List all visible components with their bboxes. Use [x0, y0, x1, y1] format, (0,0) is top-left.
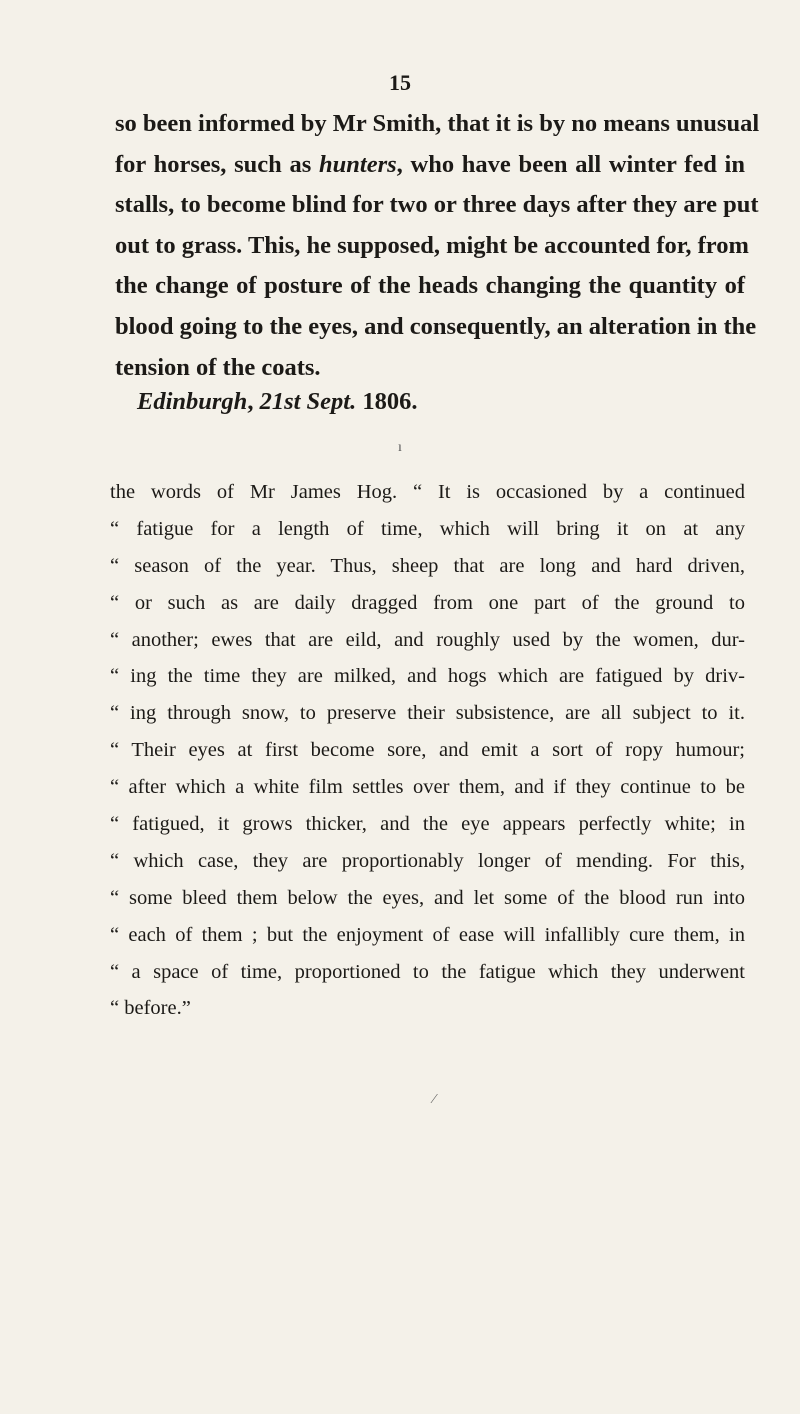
- quote-line: “ another; ewes that are eild, and roughly used by the women, dur-: [110, 628, 745, 651]
- signature-year: 1806.: [356, 388, 418, 415]
- signature-line: Edinburgh, 21st Sept. 1806.: [137, 388, 418, 415]
- text-line: the change of posture of the heads changing the quantity of: [115, 272, 745, 300]
- page-number: 15: [389, 70, 411, 95]
- letter-paragraph: [115, 104, 760, 388]
- signature-place: Edinburgh: [137, 388, 248, 415]
- quote-line: “ ing the time they are milked, and hogs which are fatigued by driv-: [110, 665, 745, 688]
- quote-line: “ each of them ; but the enjoyment of ease will infallibly cure them, in: [110, 923, 745, 946]
- text-segment-italic: hunters: [319, 150, 397, 178]
- text-segment: for horses, such as: [115, 150, 320, 178]
- quote-line: “ fatigued, it grows thicker, and the eye appears perfectly white; in: [110, 813, 745, 836]
- quote-line: “ Their eyes at first become sore, and emit a sort of ropy humour;: [110, 739, 745, 762]
- text-line: [115, 145, 745, 186]
- text-segment: , who have been all winter fed in: [396, 150, 745, 178]
- quote-line: “ fatigue for a length of time, which will bring it on at any: [110, 517, 745, 540]
- quote-line: “ before.”: [110, 997, 191, 1020]
- signature-date: 21st Sept.: [259, 388, 357, 415]
- paper-speck: ı: [398, 440, 402, 455]
- text-line: blood going to the eyes, and consequently, an alteration in the: [115, 312, 757, 340]
- quote-line: the words of Mr James Hog. “ It is occasioned by a continued: [110, 481, 745, 503]
- quote-line: “ which case, they are proportionably longer of mending. For this,: [110, 849, 745, 872]
- quote-line: “ a space of time, proportioned to the fatigue which they underwent: [110, 960, 745, 983]
- quote-line: “ season of the year. Thus, sheep that are long and hard driven,: [110, 554, 745, 577]
- quote-line: “ after which a white film settles over them, and if they continue to be: [110, 776, 745, 799]
- text-line: so been informed by Mr Smith, that it is by no means unusual: [115, 110, 760, 137]
- text-line: out to grass. This, he supposed, might be accounted for, from: [115, 231, 749, 259]
- quote-line: “ ing through snow, to preserve their subsistence, are all subject to it.: [110, 702, 745, 725]
- quote-line: “ or such as are daily dragged from one part of the ground to: [110, 591, 745, 614]
- quote-paragraph: [110, 474, 745, 1027]
- text-line: tension of the coats.: [115, 353, 321, 381]
- paper-speck: ⁄: [433, 1092, 436, 1107]
- text-line: stalls, to become blind for two or three days after they are put: [115, 191, 759, 219]
- quote-line: “ some bleed them below the eyes, and let some of the blood run into: [110, 886, 745, 909]
